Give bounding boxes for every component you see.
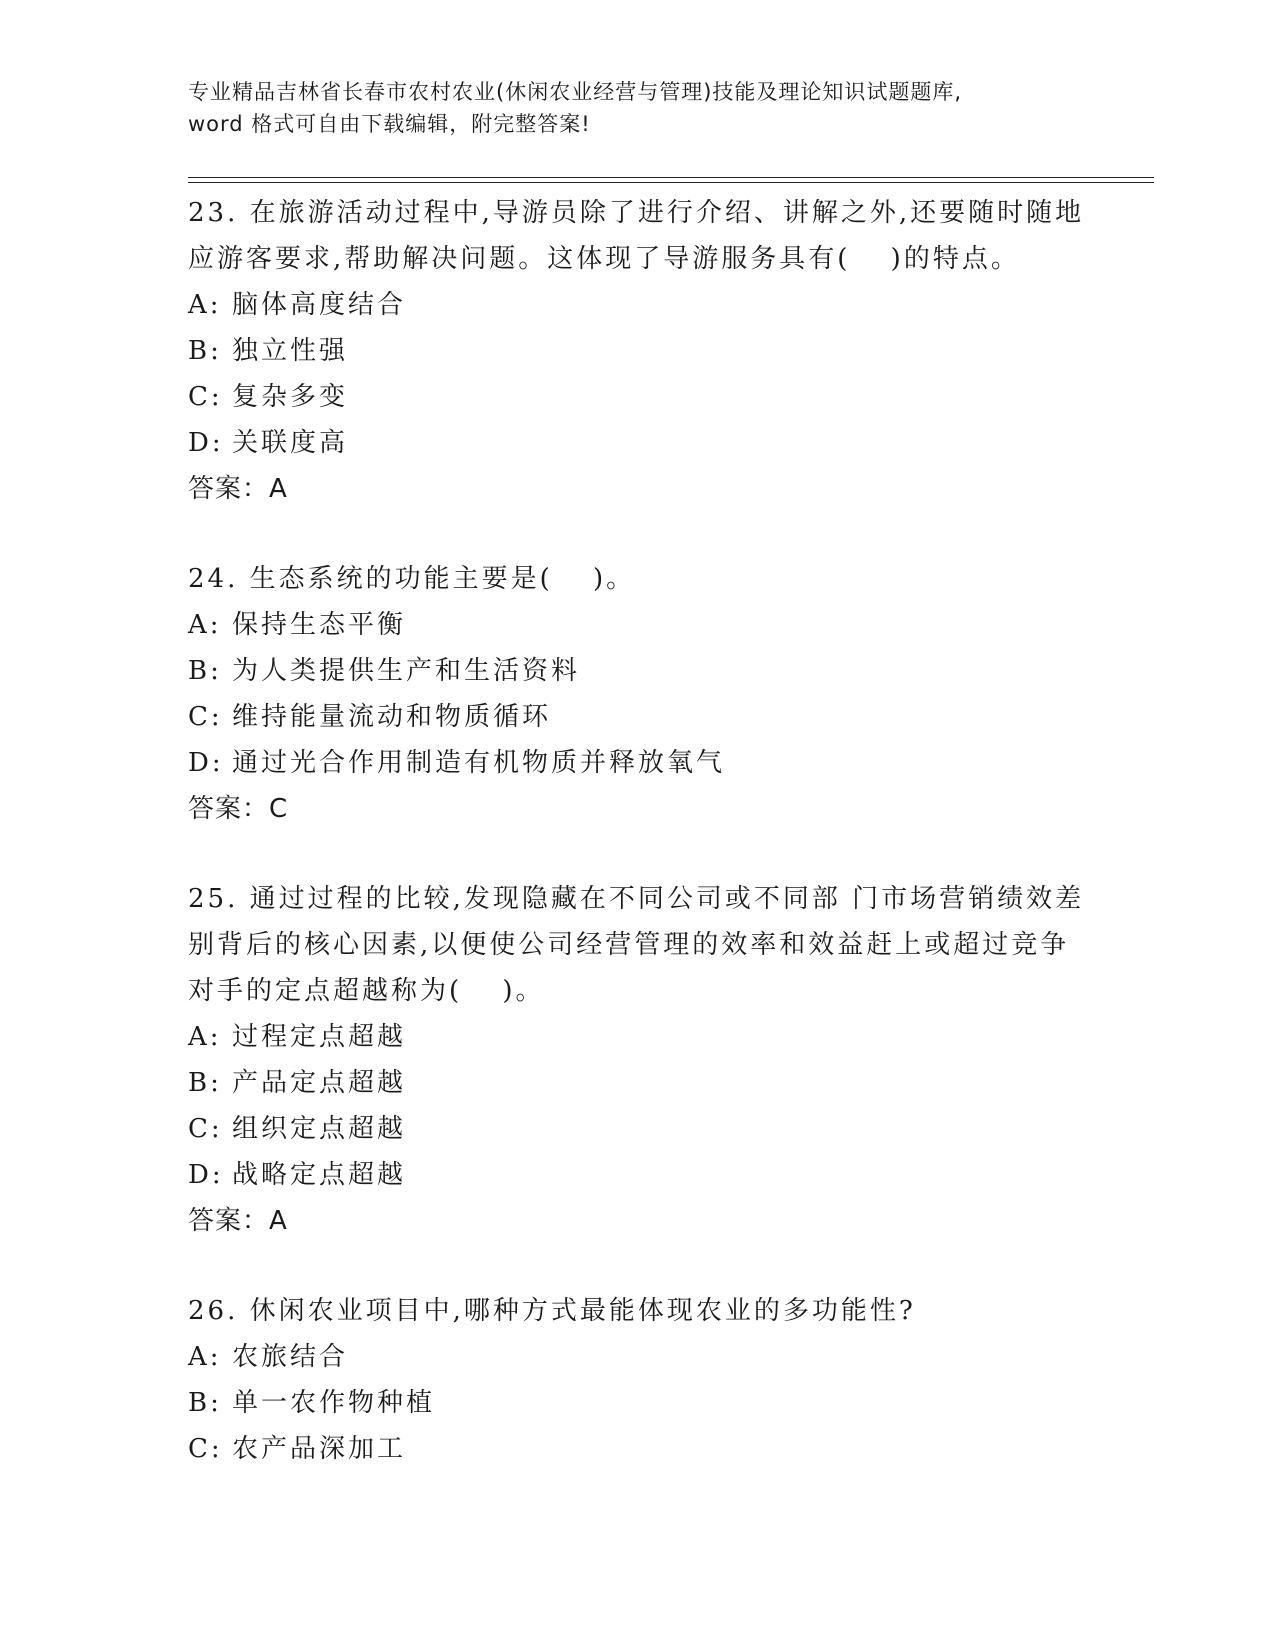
answer-option — [188, 1060, 1088, 1106]
option-text: 通过光合作用制造有机物质并释放氧气 — [232, 748, 726, 778]
answer-line — [188, 786, 1088, 832]
option-text: 维持能量流动和物质循环 — [232, 702, 552, 732]
question-text — [188, 190, 1088, 282]
answer-option — [188, 282, 1088, 328]
question-number: 26. — [188, 1296, 239, 1326]
answer-option — [188, 1380, 1088, 1426]
header-divider-top — [188, 177, 1154, 178]
answer-value: A — [269, 474, 288, 504]
option-text: 战略定点超越 — [232, 1160, 407, 1190]
option-text: 复杂多变 — [232, 382, 349, 412]
option-text: 为人类提供生产和生活资料 — [232, 656, 581, 686]
answer-option — [188, 420, 1088, 466]
option-key: D: — [188, 428, 224, 458]
question-stem: 在旅游活动过程中,导游员除了进行介绍、讲解之外,还要随时随地应游客要求,帮助解决问题。这体现了导游服务具有( )的特点。 — [188, 198, 1085, 274]
option-key: A: — [188, 1342, 222, 1372]
option-key: A: — [188, 290, 222, 320]
answer-label: 答案： — [188, 1206, 270, 1236]
answer-option — [188, 1014, 1088, 1060]
option-text: 过程定点超越 — [232, 1022, 407, 1052]
question-stem: 生态系统的功能主要是( )。 — [249, 564, 636, 594]
answer-option — [188, 328, 1088, 374]
option-key: D: — [188, 748, 224, 778]
question-number: 24. — [188, 564, 239, 594]
header-divider-bottom — [188, 182, 1154, 183]
question-block — [188, 1288, 1088, 1472]
option-text: 农旅结合 — [232, 1342, 349, 1372]
answer-option — [188, 1426, 1088, 1472]
option-text: 单一农作物种植 — [232, 1388, 436, 1418]
option-key: C: — [188, 702, 223, 732]
option-key: B: — [188, 656, 222, 686]
option-text: 产品定点超越 — [232, 1068, 407, 1098]
option-key: B: — [188, 1068, 222, 1098]
question-number: 23. — [188, 198, 239, 228]
answer-label: 答案： — [188, 474, 270, 504]
option-key: C: — [188, 382, 223, 412]
answer-option — [188, 602, 1088, 648]
option-key: C: — [188, 1114, 223, 1144]
header-line-1: 专业精品吉林省长春市农村农业(休闲农业经营与管理)技能及理论知识试题题库, — [188, 80, 963, 104]
answer-option — [188, 740, 1088, 786]
answer-option — [188, 648, 1088, 694]
question-block — [188, 556, 1088, 832]
question-stem: 休闲农业项目中,哪种方式最能体现农业的多功能性? — [249, 1296, 916, 1326]
answer-label: 答案： — [188, 794, 270, 824]
header-line-2: word 格式可自由下载编辑，附完整答案! — [188, 112, 591, 136]
question-block — [188, 876, 1088, 1244]
option-key: C: — [188, 1434, 223, 1464]
question-text — [188, 1288, 1088, 1334]
option-text: 脑体高度结合 — [232, 290, 407, 320]
option-text: 关联度高 — [232, 428, 349, 458]
answer-option — [188, 694, 1088, 740]
question-list — [188, 190, 1088, 1516]
answer-value: A — [269, 1206, 288, 1236]
answer-option — [188, 1106, 1088, 1152]
option-text: 农产品深加工 — [232, 1434, 407, 1464]
option-text: 保持生态平衡 — [232, 610, 407, 640]
option-key: A: — [188, 610, 222, 640]
question-text — [188, 556, 1088, 602]
option-key: D: — [188, 1160, 224, 1190]
answer-line — [188, 466, 1088, 512]
document-header — [188, 76, 1088, 140]
answer-value: C — [269, 794, 289, 824]
option-key: B: — [188, 336, 222, 366]
question-text — [188, 876, 1088, 1014]
answer-line — [188, 1198, 1088, 1244]
answer-option — [188, 1152, 1088, 1198]
option-key: A: — [188, 1022, 222, 1052]
question-block — [188, 190, 1088, 512]
answer-option — [188, 1334, 1088, 1380]
question-number: 25. — [188, 884, 239, 914]
option-key: B: — [188, 1388, 222, 1418]
option-text: 独立性强 — [232, 336, 349, 366]
answer-option — [188, 374, 1088, 420]
question-stem: 通过过程的比较,发现隐藏在不同公司或不同部 门市场营销绩效差别背后的核心因素,以便使公司经营管理的效率和效益赶上或超过竞争对手的定点超越称为( )。 — [188, 884, 1085, 1006]
option-text: 组织定点超越 — [232, 1114, 407, 1144]
